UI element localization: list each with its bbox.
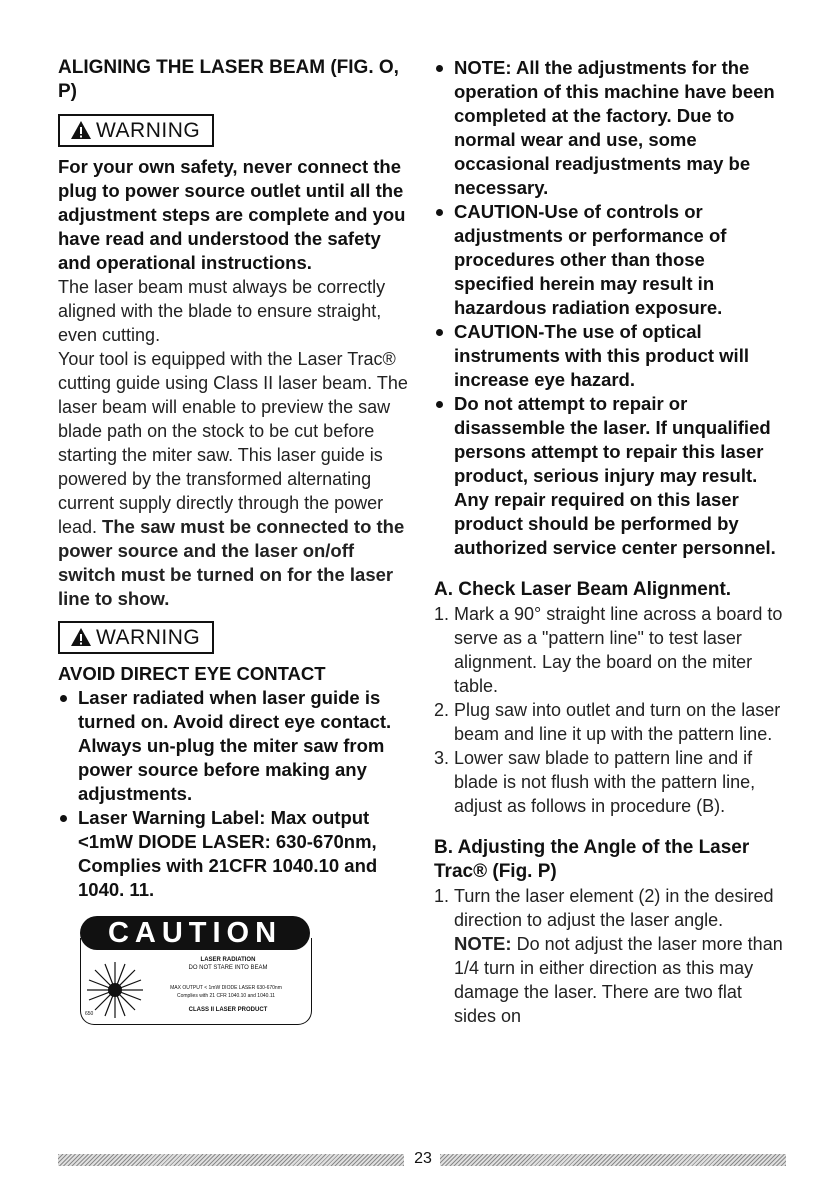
- paragraph: The laser beam must always be correctly aligned with the blade to ensure straight, even cutting.: [58, 277, 386, 345]
- note-label: NOTE:: [454, 933, 512, 954]
- left-column: [58, 56, 410, 1028]
- warning-triangle-icon: [70, 627, 92, 647]
- warning-triangle-icon: [70, 120, 92, 140]
- paragraph-bold-text: The saw must be connected to the power source and the laser on/off switch must be turned on for the laser line to show.: [58, 516, 405, 609]
- caution-label: [80, 916, 334, 1028]
- section-title: ALIGNING THE LASER BEAM (FIG. O, P): [58, 57, 399, 102]
- section-b-steps: [434, 884, 784, 1028]
- list-item: CAUTION-The use of optical instruments with this product will increase eye hazard.: [434, 320, 784, 392]
- footer-bar-right: [440, 1154, 786, 1166]
- caution-line: DO NOT STARE INTO BEAM: [188, 965, 268, 971]
- step-item: [434, 884, 784, 1028]
- paragraph-text: Your tool is equipped with the Laser Trac® cutting guide using Class II laser beam. The laser beam will enable to preview the saw blade path on the stock to be cut before starting the miter saw. This laser guide is powered by the transformed alternating current supply directly through the power lead.: [58, 349, 408, 537]
- step-item: [434, 698, 784, 746]
- avoid-heading: AVOID DIRECT EYE CONTACT: [58, 663, 326, 684]
- step-text: Plug saw into outlet and turn on the laser beam and line it up with the pattern line.: [454, 700, 781, 744]
- step-number: 3.: [434, 748, 450, 768]
- warning-box-1: [58, 114, 214, 147]
- step-number: 2.: [434, 700, 450, 720]
- caution-line: LASER RADIATION: [200, 957, 256, 963]
- list-item: NOTE: All the adjustments for the operation of this machine have been completed at the factory. Due to normal wear and use, some occasional readjustments may be necessary.: [434, 56, 784, 200]
- list-item: CAUTION-Use of controls or adjustments or performance of procedures other than those specified herein may result in hazardous radiation exposure.: [434, 200, 784, 320]
- list-item: Laser Warning Label: Max output <1mW DIODE LASER: 630-670nm, Complies with 21CFR 1040.10 and 1040. 11.: [58, 806, 410, 902]
- step-item: [434, 746, 784, 818]
- caution-label-body: [80, 938, 312, 1025]
- step-item: [434, 602, 784, 698]
- right-column: [434, 56, 784, 1028]
- caution-code: 650: [85, 1011, 94, 1017]
- step-text: Mark a 90° straight line across a board to serve as a "pattern line" to test laser alignment. Lay the board on the miter table.: [454, 604, 783, 696]
- warning-label: WARNING: [96, 626, 201, 649]
- list-item: Laser radiated when laser guide is turned on. Avoid direct eye contact. Always un-plug the miter saw from power source before making any adjustments.: [58, 686, 410, 806]
- step-text: Turn the laser element (2) in the desired direction to adjust the laser angle.: [454, 886, 774, 930]
- paragraph: [58, 347, 410, 611]
- warning-box-2: [58, 621, 214, 654]
- warning-label: WARNING: [96, 119, 201, 142]
- page-number: 23: [414, 1150, 432, 1167]
- step-number: 1.: [434, 604, 450, 624]
- list-item: Do not attempt to repair or disassemble the laser. If unqualified persons attempt to repair this laser product, serious injury may result. Any repair required on this laser product should be performed by authorized service center personnel.: [434, 392, 784, 560]
- left-bullet-list: [58, 686, 410, 902]
- warning-text: For your own safety, never connect the plug to power source outlet until all the adjustment steps are complete and you have read and understood the safety and operational instructions.: [58, 156, 406, 273]
- step-text: Do not adjust the laser more than 1/4 turn in either direction as this may damage the laser. There are two flat sides on: [454, 934, 783, 1026]
- footer-bar-left: [58, 1154, 404, 1166]
- step-number: 1.: [434, 886, 450, 906]
- caution-banner: CAUTION: [80, 916, 310, 950]
- caution-line: CLASS II LASER PRODUCT: [188, 1007, 268, 1013]
- section-b-heading: B. Adjusting the Angle of the Laser Trac® (Fig. P): [434, 837, 750, 882]
- section-a-steps: [434, 602, 784, 818]
- right-bullet-list: [434, 56, 784, 560]
- caution-line: Complies with 21 CFR 1040.10 and 1040.11: [176, 993, 276, 999]
- section-a-heading: A. Check Laser Beam Alignment.: [434, 579, 732, 600]
- step-text: Lower saw blade to pattern line and if blade is not flush with the pattern line, adjust as follows in procedure (B).: [454, 748, 756, 816]
- caution-line: MAX OUTPUT < 1mW DIODE LASER 630-670nm: [170, 985, 282, 991]
